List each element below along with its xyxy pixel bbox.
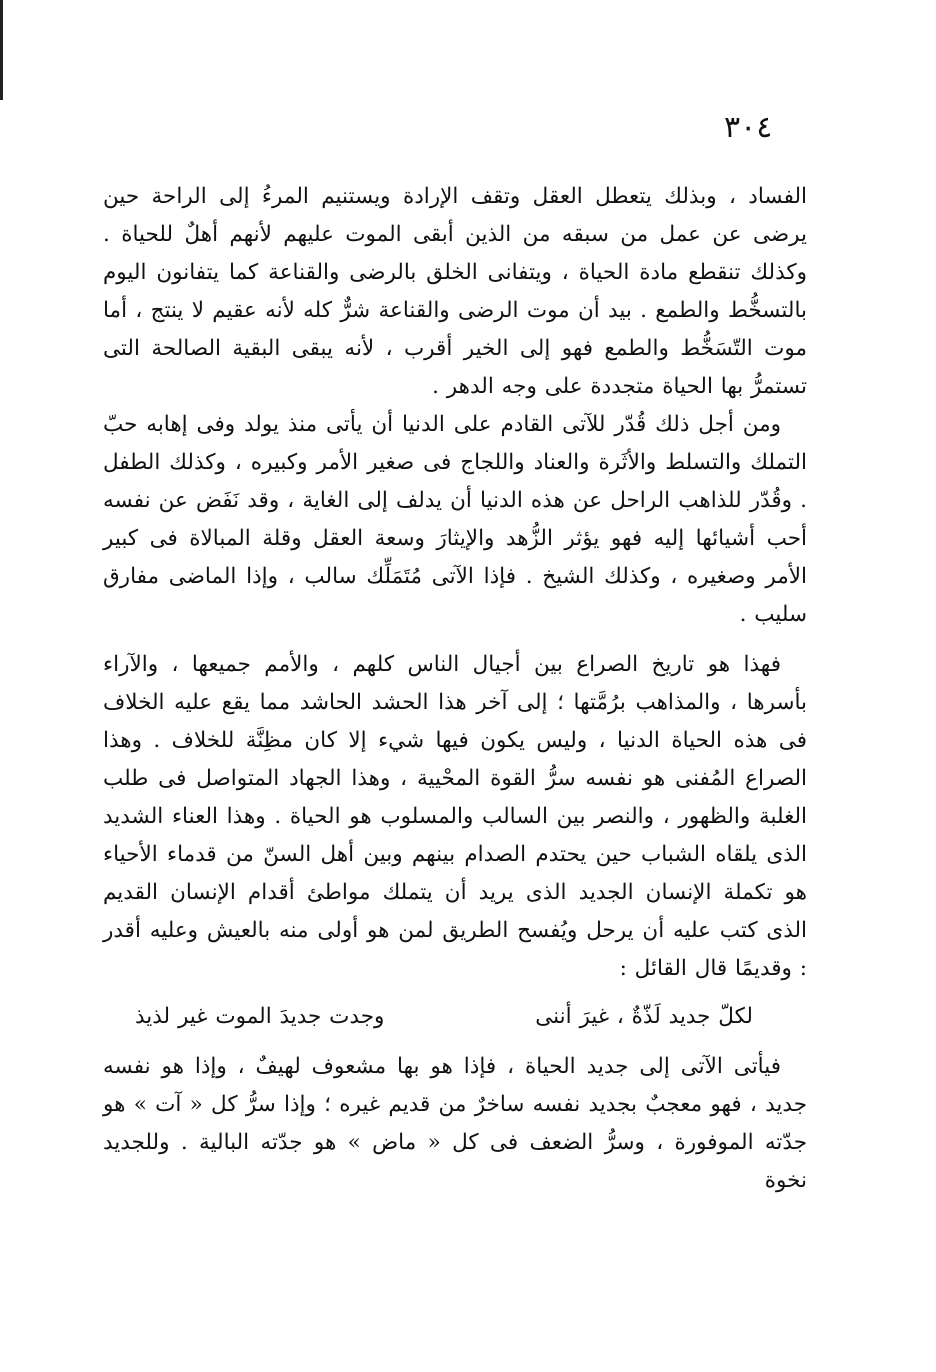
binding-edge bbox=[0, 0, 3, 100]
body-text bbox=[103, 178, 807, 1200]
verse-first-hemistich: لكلّ جديد لَذّةٌ ، غيرَ أننى bbox=[535, 1004, 753, 1029]
paragraph-4: فيأتى الآتى إلى جديد الحياة ، فإذا هو بها مشعوف لهيفٌ ، وإذا هو نفسه جديد ، فهو معجبٌ بجديد نفسه ساخرٌ من قديم غيره ؛ وإذا سرُّ كل « آت » هو جدّته الموفورة ، وسرُّ الضعف فى كل « ماض » هو جدّته البالية . وللجديد نخوة bbox=[103, 1054, 807, 1193]
verse-line bbox=[103, 998, 807, 1036]
page-number: ٣٠٤ bbox=[724, 110, 773, 145]
paragraph-3: فهذا هو تاريخ الصراع بين أجيال الناس كلهم ، والأمم جميعها ، والآراء بأسرها ، والمذاهب برُمَّتها ؛ إلى آخر هذا الحشد الحاشد مما يقع عليه الخلاف فى هذه الحياة الدنيا ، وليس يكون فيها شيء إلا كان مظِنَّة للخلاف . وهذا الصراع المُفنى هو نفسه سرُّ القوة المحْيية ، وهذا الجهاد المتواصل فى طلب الغلبة والظهور ، والنصر بين السالب والمسلوب هو الحياة . وهذا العناء الشديد الذى يلقاه الشباب حين يحتدم الصدام بينهم وبين أهل السنّ من قدماء الأحياء هو تكملة الإنسان الجديد الذى يريد أن يتملك مواطئ أقدام الإنسان القديم الذى كتب عليه أن يرحل ويُفسح الطريق لمن هو أولى منه بالعيش وعليه أقدر : وقديمًا قال القائل : bbox=[103, 652, 807, 981]
paragraph-1: الفساد ، وبذلك يتعطل العقل وتقف الإرادة ويستنيم المرءُ إلى الراحة حين يرضى عن عمل من سبقه من الذين أبقى الموت عليهم لأنهم أهلٌ للحياة . وكذلك تنقطع مادة الحياة ، ويتفانى الخلق بالرضى والقناعة كما يتفانون اليوم بالتسخُّط والطمع . بيد أن موت الرضى والقناعة شرٌّ كله لأنه عقيم لا ينتج ، أما موت التّسَخُّط والطمع فهو إلى الخير أقرب ، لأنه يبقى البقية الصالحة التى تستمرُّ بها الحياة متجددة على وجه الدهر . bbox=[103, 184, 807, 399]
paragraph-2: ومن أجل ذلك قُدّر للآتى القادم على الدنيا أن يأتى منذ يولد وفى إهابه حبّ التملك والتسلط والأثَرة والعناد واللجاج فى صغير الأمر وكبيره ، وكذلك الطفل . وقُدّر للذاهب الراحل عن هذه الدنيا أن يدلف إلى الغاية ، وقد نَفَض عن نفسه أحب أشيائها إليه فهو يؤثر الزُّهد والإيثارَ وسعة العقل وقلة المبالاة فى كبير الأمر وصغيره ، وكذلك الشيخ . فإذا الآتى مُتَمَلِّك سالب ، وإذا الماضى مفارق سليب . bbox=[103, 412, 807, 627]
verse-second-hemistich: وجدت جديدَ الموت غير لذيذ bbox=[135, 1004, 385, 1029]
